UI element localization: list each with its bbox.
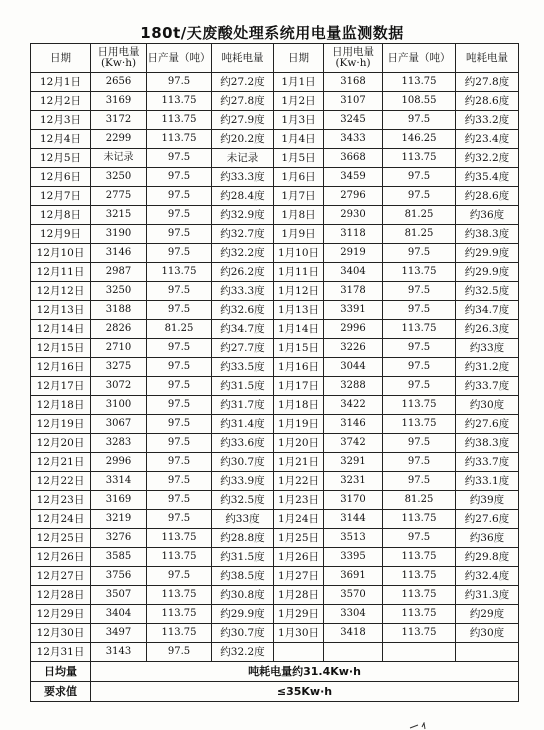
cell-daily-output-jan: 146.25 [383, 130, 456, 149]
cell-date-dec: 12月18日 [31, 396, 91, 415]
cell-daily-usage-jan: 3226 [324, 339, 383, 358]
cell-per-ton-usage-jan: 约31.2度 [456, 358, 519, 377]
cell-per-ton-usage-dec: 约33.3度 [212, 168, 274, 187]
cell-daily-usage-jan: 3044 [324, 358, 383, 377]
table-row [31, 605, 519, 624]
cell-daily-usage-dec: 2987 [91, 263, 147, 282]
requirement-label: 要求值 [31, 682, 91, 702]
cell-date-dec: 12月22日 [31, 472, 91, 491]
cell-per-ton-usage-dec: 约33.6度 [212, 434, 274, 453]
cell-daily-output-dec: 97.5 [147, 643, 212, 662]
cell-per-ton-usage-jan: 约27.6度 [456, 510, 519, 529]
cell-per-ton-usage-jan [456, 643, 519, 662]
table-row [31, 149, 519, 168]
cell-per-ton-usage-jan: 约26.3度 [456, 320, 519, 339]
table-row [31, 510, 519, 529]
cell-daily-usage-jan: 2919 [324, 244, 383, 263]
cell-daily-output-dec: 97.5 [147, 149, 212, 168]
cell-daily-usage-jan: 3418 [324, 624, 383, 643]
cell-per-ton-usage-jan: 约29.9度 [456, 263, 519, 282]
cell-daily-output-jan: 81.25 [383, 491, 456, 510]
cell-daily-output-dec: 113.75 [147, 624, 212, 643]
cell-date-jan: 1月6日 [274, 168, 324, 187]
table-row [31, 92, 519, 111]
cell-date-dec: 12月1日 [31, 73, 91, 92]
table-row [31, 434, 519, 453]
table-row [31, 548, 519, 567]
cell-daily-usage-dec: 3219 [91, 510, 147, 529]
cell-per-ton-usage-jan: 约34.7度 [456, 301, 519, 320]
cell-date-dec: 12月2日 [31, 92, 91, 111]
cell-daily-output-jan: 97.5 [383, 529, 456, 548]
cell-daily-usage-dec: 3250 [91, 282, 147, 301]
header-per-ton-usage-jan: 吨耗电量 [456, 44, 519, 73]
cell-per-ton-usage-dec: 约32.9度 [212, 206, 274, 225]
cell-date-dec: 12月11日 [31, 263, 91, 282]
cell-daily-output-jan [383, 643, 456, 662]
cell-daily-output-dec: 97.5 [147, 567, 212, 586]
cell-daily-usage-dec: 3585 [91, 548, 147, 567]
cell-daily-output-jan: 113.75 [383, 605, 456, 624]
cell-daily-output-dec: 97.5 [147, 206, 212, 225]
cell-daily-usage-jan: 3107 [324, 92, 383, 111]
cell-date-dec: 12月3日 [31, 111, 91, 130]
table-row [31, 244, 519, 263]
cell-daily-output-dec: 113.75 [147, 263, 212, 282]
cell-per-ton-usage-dec: 约30.7度 [212, 624, 274, 643]
cell-daily-output-dec: 113.75 [147, 586, 212, 605]
cell-per-ton-usage-jan: 约38.3度 [456, 434, 519, 453]
cell-daily-output-jan: 97.5 [383, 111, 456, 130]
cell-daily-output-dec: 97.5 [147, 168, 212, 187]
cell-daily-output-jan: 113.75 [383, 73, 456, 92]
cell-daily-output-dec: 113.75 [147, 92, 212, 111]
cell-per-ton-usage-jan: 约36度 [456, 529, 519, 548]
table-row [31, 567, 519, 586]
cell-daily-usage-jan: 3691 [324, 567, 383, 586]
cell-per-ton-usage-jan: 约28.6度 [456, 92, 519, 111]
cell-date-dec: 12月9日 [31, 225, 91, 244]
cell-daily-usage-dec: 3169 [91, 92, 147, 111]
cell-daily-output-dec: 97.5 [147, 187, 212, 206]
cell-per-ton-usage-dec: 约31.5度 [212, 548, 274, 567]
cell-date-jan [274, 643, 324, 662]
cell-per-ton-usage-jan: 约33.2度 [456, 111, 519, 130]
cell-daily-output-dec: 97.5 [147, 244, 212, 263]
cell-per-ton-usage-jan: 约33.1度 [456, 472, 519, 491]
cell-date-jan: 1月1日 [274, 73, 324, 92]
cell-date-dec: 12月8日 [31, 206, 91, 225]
cell-daily-usage-dec: 3169 [91, 491, 147, 510]
header-date-dec: 日期 [31, 44, 91, 73]
cell-daily-output-dec: 113.75 [147, 529, 212, 548]
cell-daily-usage-dec: 2656 [91, 73, 147, 92]
table-row [31, 320, 519, 339]
cell-date-dec: 12月23日 [31, 491, 91, 510]
cell-daily-output-jan: 113.75 [383, 548, 456, 567]
table-row [31, 453, 519, 472]
cell-daily-output-jan: 81.25 [383, 206, 456, 225]
cell-date-jan: 1月5日 [274, 149, 324, 168]
cell-per-ton-usage-dec: 约33.9度 [212, 472, 274, 491]
cell-date-jan: 1月29日 [274, 605, 324, 624]
cell-daily-output-dec: 113.75 [147, 605, 212, 624]
cell-date-dec: 12月27日 [31, 567, 91, 586]
cell-daily-output-dec: 113.75 [147, 111, 212, 130]
cell-daily-usage-dec: 3404 [91, 605, 147, 624]
cell-per-ton-usage-jan: 约36度 [456, 206, 519, 225]
cell-daily-output-jan: 97.5 [383, 434, 456, 453]
cell-daily-output-jan: 97.5 [383, 339, 456, 358]
cell-date-dec: 12月21日 [31, 453, 91, 472]
table-row [31, 491, 519, 510]
cell-daily-output-dec: 97.5 [147, 225, 212, 244]
cell-per-ton-usage-jan: 约39度 [456, 491, 519, 510]
pen-mark [408, 722, 444, 730]
cell-daily-output-dec: 81.25 [147, 320, 212, 339]
cell-date-jan: 1月7日 [274, 187, 324, 206]
cell-daily-output-dec: 97.5 [147, 453, 212, 472]
cell-daily-usage-dec: 3146 [91, 244, 147, 263]
cell-daily-usage-jan: 3170 [324, 491, 383, 510]
cell-date-dec: 12月12日 [31, 282, 91, 301]
cell-date-jan: 1月2日 [274, 92, 324, 111]
cell-daily-usage-jan: 3288 [324, 377, 383, 396]
cell-per-ton-usage-jan: 约29.9度 [456, 244, 519, 263]
cell-daily-usage-jan: 3391 [324, 301, 383, 320]
cell-daily-usage-jan: 3146 [324, 415, 383, 434]
cell-date-jan: 1月4日 [274, 130, 324, 149]
cell-daily-usage-dec: 3497 [91, 624, 147, 643]
cell-per-ton-usage-jan: 约31.3度 [456, 586, 519, 605]
table-row [31, 73, 519, 92]
cell-per-ton-usage-dec: 约26.2度 [212, 263, 274, 282]
cell-daily-usage-jan: 3144 [324, 510, 383, 529]
table-row [31, 396, 519, 415]
cell-per-ton-usage-dec: 约34.7度 [212, 320, 274, 339]
cell-daily-usage-dec: 3314 [91, 472, 147, 491]
cell-daily-usage-dec: 3250 [91, 168, 147, 187]
cell-date-dec: 12月15日 [31, 339, 91, 358]
cell-per-ton-usage-dec: 约28.4度 [212, 187, 274, 206]
cell-daily-usage-jan: 3570 [324, 586, 383, 605]
cell-per-ton-usage-dec: 约29.9度 [212, 605, 274, 624]
cell-daily-output-jan: 97.5 [383, 358, 456, 377]
cell-daily-usage-jan: 3395 [324, 548, 383, 567]
cell-date-jan: 1月26日 [274, 548, 324, 567]
cell-date-jan: 1月12日 [274, 282, 324, 301]
cell-daily-usage-jan: 3404 [324, 263, 383, 282]
cell-per-ton-usage-dec: 约32.5度 [212, 491, 274, 510]
cell-daily-output-jan: 113.75 [383, 624, 456, 643]
cell-daily-usage-dec: 3276 [91, 529, 147, 548]
cell-per-ton-usage-jan: 约28.6度 [456, 187, 519, 206]
cell-date-jan: 1月27日 [274, 567, 324, 586]
table-row [31, 206, 519, 225]
cell-daily-output-jan: 113.75 [383, 415, 456, 434]
cell-daily-output-jan: 113.75 [383, 263, 456, 282]
cell-per-ton-usage-dec: 约31.5度 [212, 377, 274, 396]
cell-daily-usage-jan [324, 643, 383, 662]
cell-per-ton-usage-jan: 约33.7度 [456, 453, 519, 472]
cell-per-ton-usage-dec: 约31.4度 [212, 415, 274, 434]
cell-daily-output-jan: 97.5 [383, 168, 456, 187]
header-daily-output-jan: 日产量（吨） [383, 44, 456, 73]
cell-date-jan: 1月19日 [274, 415, 324, 434]
table-row [31, 377, 519, 396]
cell-daily-output-dec: 97.5 [147, 396, 212, 415]
cell-daily-usage-jan: 3422 [324, 396, 383, 415]
cell-date-dec: 12月14日 [31, 320, 91, 339]
cell-daily-usage-dec: 2826 [91, 320, 147, 339]
cell-daily-output-jan: 97.5 [383, 187, 456, 206]
cell-date-dec: 12月17日 [31, 377, 91, 396]
cell-daily-output-dec: 97.5 [147, 73, 212, 92]
cell-daily-usage-dec: 3190 [91, 225, 147, 244]
cell-per-ton-usage-dec: 未记录 [212, 149, 274, 168]
cell-per-ton-usage-dec: 约27.8度 [212, 92, 274, 111]
cell-per-ton-usage-dec: 约33.5度 [212, 358, 274, 377]
cell-date-jan: 1月22日 [274, 472, 324, 491]
cell-daily-usage-dec: 2299 [91, 130, 147, 149]
cell-per-ton-usage-dec: 约27.7度 [212, 339, 274, 358]
cell-date-dec: 12月31日 [31, 643, 91, 662]
cell-date-jan: 1月21日 [274, 453, 324, 472]
cell-date-jan: 1月28日 [274, 586, 324, 605]
cell-daily-output-dec: 97.5 [147, 434, 212, 453]
cell-daily-output-dec: 97.5 [147, 377, 212, 396]
cell-per-ton-usage-jan: 约33.7度 [456, 377, 519, 396]
cell-per-ton-usage-jan: 约27.6度 [456, 415, 519, 434]
document-title: 180t/天废酸处理系统用电量监测数据 [140, 24, 404, 42]
cell-daily-output-dec: 97.5 [147, 339, 212, 358]
cell-per-ton-usage-dec: 约33.3度 [212, 282, 274, 301]
table-row [31, 111, 519, 130]
cell-per-ton-usage-jan: 约30度 [456, 624, 519, 643]
requirement-row [31, 682, 519, 702]
cell-daily-output-jan: 97.5 [383, 244, 456, 263]
electricity-monitoring-table [30, 43, 519, 702]
cell-date-dec: 12月20日 [31, 434, 91, 453]
cell-daily-output-dec: 97.5 [147, 301, 212, 320]
cell-per-ton-usage-dec: 约33度 [212, 510, 274, 529]
table-row [31, 529, 519, 548]
cell-per-ton-usage-jan: 约38.3度 [456, 225, 519, 244]
cell-date-dec: 12月25日 [31, 529, 91, 548]
cell-daily-usage-dec: 3072 [91, 377, 147, 396]
cell-daily-usage-jan: 3291 [324, 453, 383, 472]
cell-per-ton-usage-dec: 约32.2度 [212, 643, 274, 662]
cell-daily-output-jan: 113.75 [383, 586, 456, 605]
cell-daily-usage-jan: 3668 [324, 149, 383, 168]
cell-daily-output-jan: 97.5 [383, 301, 456, 320]
cell-date-jan: 1月11日 [274, 263, 324, 282]
table-row [31, 225, 519, 244]
cell-per-ton-usage-dec: 约30.7度 [212, 453, 274, 472]
cell-per-ton-usage-dec: 约28.8度 [212, 529, 274, 548]
cell-daily-output-dec: 97.5 [147, 472, 212, 491]
cell-per-ton-usage-jan: 约32.2度 [456, 149, 519, 168]
cell-daily-output-jan: 97.5 [383, 282, 456, 301]
cell-daily-output-dec: 97.5 [147, 282, 212, 301]
cell-date-jan: 1月10日 [274, 244, 324, 263]
cell-per-ton-usage-dec: 约32.2度 [212, 244, 274, 263]
cell-daily-usage-dec: 3507 [91, 586, 147, 605]
cell-daily-output-jan: 113.75 [383, 567, 456, 586]
cell-daily-output-dec: 113.75 [147, 130, 212, 149]
table-row [31, 130, 519, 149]
cell-date-jan: 1月30日 [274, 624, 324, 643]
cell-daily-output-jan: 113.75 [383, 320, 456, 339]
table-row [31, 586, 519, 605]
cell-date-dec: 12月24日 [31, 510, 91, 529]
cell-per-ton-usage-jan: 约23.4度 [456, 130, 519, 149]
cell-per-ton-usage-dec: 约32.6度 [212, 301, 274, 320]
daily-average-value: 吨耗电量约31.4Kw·h [91, 662, 519, 682]
cell-daily-usage-dec: 3283 [91, 434, 147, 453]
cell-date-dec: 12月16日 [31, 358, 91, 377]
table-row [31, 301, 519, 320]
cell-daily-output-jan: 113.75 [383, 396, 456, 415]
cell-date-jan: 1月9日 [274, 225, 324, 244]
cell-per-ton-usage-jan: 约30度 [456, 396, 519, 415]
cell-daily-output-jan: 113.75 [383, 510, 456, 529]
cell-per-ton-usage-jan: 约29.8度 [456, 548, 519, 567]
table-header-row [31, 44, 519, 73]
cell-date-dec: 12月29日 [31, 605, 91, 624]
table-row [31, 472, 519, 491]
cell-per-ton-usage-dec: 约27.2度 [212, 73, 274, 92]
cell-daily-usage-jan: 2996 [324, 320, 383, 339]
header-per-ton-usage-dec: 吨耗电量 [212, 44, 274, 73]
cell-per-ton-usage-jan: 约32.4度 [456, 567, 519, 586]
cell-daily-output-dec: 113.75 [147, 548, 212, 567]
cell-date-jan: 1月15日 [274, 339, 324, 358]
cell-daily-output-jan: 97.5 [383, 377, 456, 396]
cell-daily-output-dec: 97.5 [147, 510, 212, 529]
cell-daily-usage-jan: 3245 [324, 111, 383, 130]
cell-daily-usage-dec: 3172 [91, 111, 147, 130]
table-row [31, 187, 519, 206]
cell-date-dec: 12月7日 [31, 187, 91, 206]
table-row [31, 168, 519, 187]
cell-daily-usage-jan: 3433 [324, 130, 383, 149]
cell-date-jan: 1月18日 [274, 396, 324, 415]
cell-daily-usage-dec: 3756 [91, 567, 147, 586]
cell-date-jan: 1月3日 [274, 111, 324, 130]
header-daily-usage-dec: 日用电量 (Kw·h) [91, 44, 147, 73]
cell-daily-output-dec: 97.5 [147, 491, 212, 510]
cell-daily-usage-dec: 3067 [91, 415, 147, 434]
cell-daily-usage-dec: 2996 [91, 453, 147, 472]
cell-daily-usage-jan: 3118 [324, 225, 383, 244]
cell-daily-output-jan: 97.5 [383, 453, 456, 472]
cell-daily-usage-dec: 3100 [91, 396, 147, 415]
header-daily-usage-jan: 日用电量 (Kw·h) [324, 44, 383, 73]
cell-per-ton-usage-dec: 约20.2度 [212, 130, 274, 149]
requirement-value: ≤35Kw·h [91, 682, 519, 702]
cell-date-dec: 12月10日 [31, 244, 91, 263]
table-row [31, 358, 519, 377]
cell-date-jan: 1月13日 [274, 301, 324, 320]
cell-per-ton-usage-jan: 约35.4度 [456, 168, 519, 187]
table-row [31, 282, 519, 301]
cell-date-dec: 12月30日 [31, 624, 91, 643]
cell-per-ton-usage-jan: 约32.5度 [456, 282, 519, 301]
cell-per-ton-usage-jan: 约27.8度 [456, 73, 519, 92]
cell-daily-output-dec: 97.5 [147, 358, 212, 377]
cell-per-ton-usage-jan: 约33度 [456, 339, 519, 358]
cell-daily-usage-dec: 3215 [91, 206, 147, 225]
cell-date-dec: 12月5日 [31, 149, 91, 168]
cell-per-ton-usage-dec: 约31.7度 [212, 396, 274, 415]
cell-date-dec: 12月4日 [31, 130, 91, 149]
cell-daily-usage-dec: 3143 [91, 643, 147, 662]
cell-date-dec: 12月26日 [31, 548, 91, 567]
cell-per-ton-usage-dec: 约38.5度 [212, 567, 274, 586]
cell-daily-usage-jan: 3168 [324, 73, 383, 92]
table-row [31, 263, 519, 282]
cell-daily-usage-jan: 3304 [324, 605, 383, 624]
cell-daily-usage-jan: 3459 [324, 168, 383, 187]
cell-daily-usage-jan: 2930 [324, 206, 383, 225]
cell-daily-usage-dec: 3275 [91, 358, 147, 377]
cell-per-ton-usage-dec: 约30.8度 [212, 586, 274, 605]
table-row [31, 643, 519, 662]
cell-daily-usage-jan: 3513 [324, 529, 383, 548]
cell-date-jan: 1月8日 [274, 206, 324, 225]
cell-daily-output-jan: 113.75 [383, 149, 456, 168]
cell-date-jan: 1月23日 [274, 491, 324, 510]
cell-per-ton-usage-dec: 约32.7度 [212, 225, 274, 244]
cell-daily-output-jan: 81.25 [383, 225, 456, 244]
cell-daily-usage-jan: 3742 [324, 434, 383, 453]
cell-daily-usage-dec: 2710 [91, 339, 147, 358]
cell-date-dec: 12月19日 [31, 415, 91, 434]
table-row [31, 624, 519, 643]
cell-date-jan: 1月17日 [274, 377, 324, 396]
cell-date-dec: 12月6日 [31, 168, 91, 187]
cell-daily-usage-dec: 2775 [91, 187, 147, 206]
cell-daily-output-dec: 97.5 [147, 415, 212, 434]
cell-date-dec: 12月13日 [31, 301, 91, 320]
cell-per-ton-usage-jan: 约29度 [456, 605, 519, 624]
cell-daily-output-jan: 97.5 [383, 472, 456, 491]
cell-date-jan: 1月16日 [274, 358, 324, 377]
cell-daily-usage-jan: 3231 [324, 472, 383, 491]
cell-per-ton-usage-dec: 约27.9度 [212, 111, 274, 130]
table-row [31, 339, 519, 358]
cell-date-jan: 1月25日 [274, 529, 324, 548]
header-date-jan: 日期 [274, 44, 324, 73]
cell-date-jan: 1月14日 [274, 320, 324, 339]
cell-daily-usage-dec: 3188 [91, 301, 147, 320]
cell-date-dec: 12月28日 [31, 586, 91, 605]
cell-daily-usage-jan: 2796 [324, 187, 383, 206]
daily-average-row [31, 662, 519, 682]
cell-date-jan: 1月24日 [274, 510, 324, 529]
header-daily-output-dec: 日产量（吨） [147, 44, 212, 73]
cell-daily-usage-jan: 3178 [324, 282, 383, 301]
table-row [31, 415, 519, 434]
cell-date-jan: 1月20日 [274, 434, 324, 453]
cell-daily-output-jan: 108.55 [383, 92, 456, 111]
daily-average-label: 日均量 [31, 662, 91, 682]
cell-daily-usage-dec: 未记录 [91, 149, 147, 168]
